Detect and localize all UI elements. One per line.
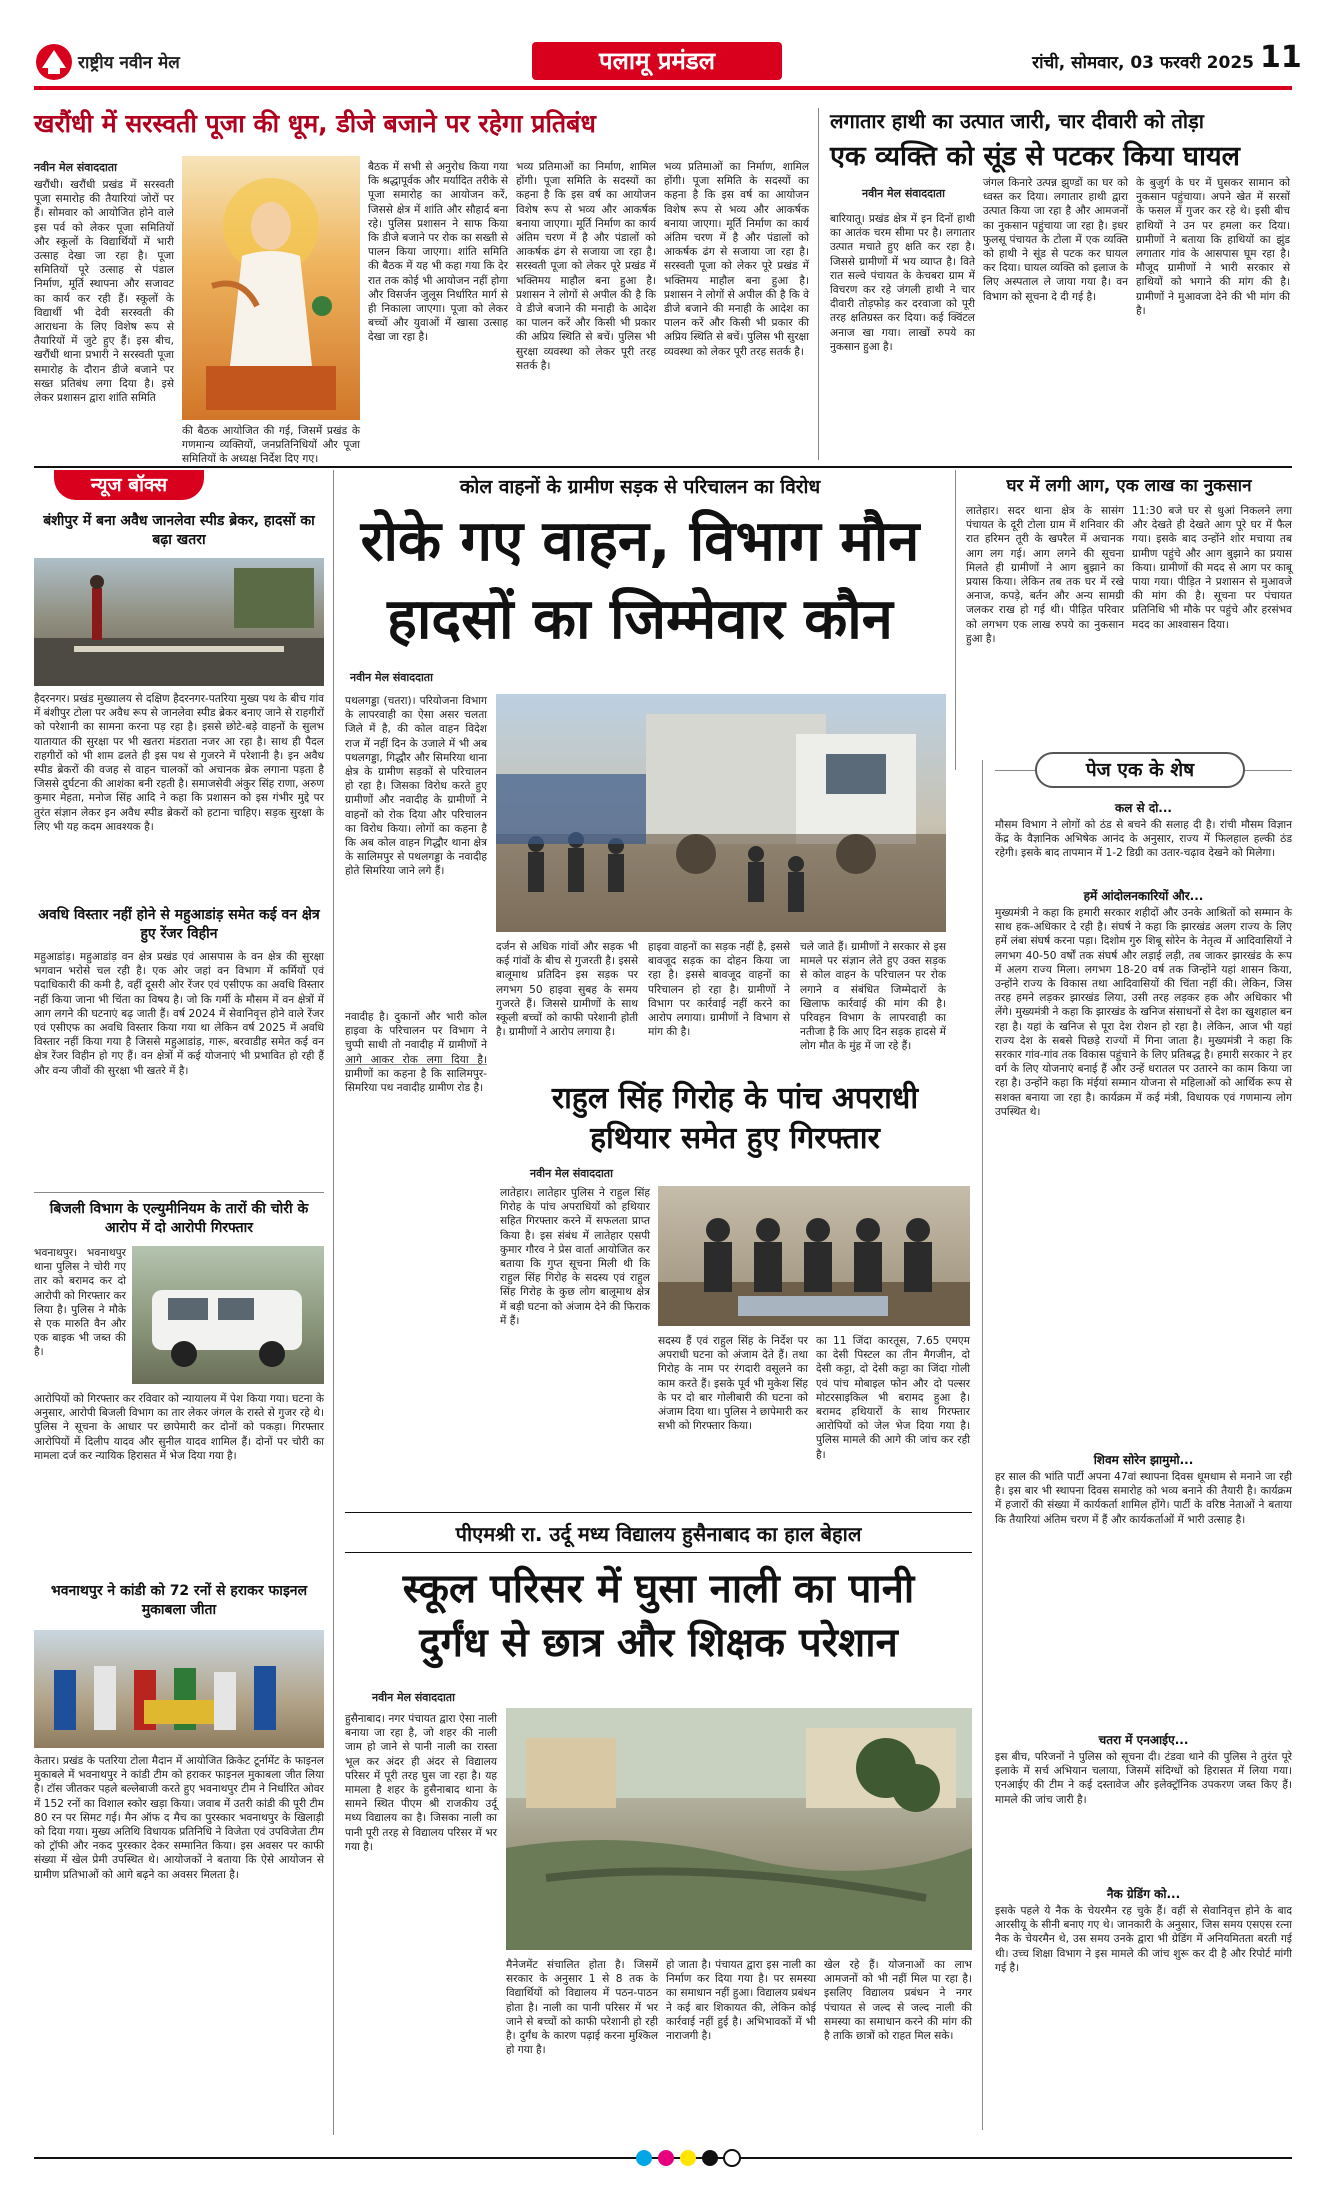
masthead-rule <box>34 86 1292 90</box>
rahul-byline: नवीन मेल संवाददाता <box>530 1167 613 1180</box>
newsbox-story1-text: हैदरनगर। प्रखंड मुख्यालय से दक्षिण हैदरनगर-पतरिया मुख्य पथ के बीच गांव में बंशीपुर टोला पर अवैध रूप से जानलेवा स्पीड ब्रेकर बनाए जाने से राहगीरों को परेशानी का सामना करना पड़ रहा है। इससे छोटे-बड़े वाहनों के सुलभ यातायात की सुरक्षा पर भी खतरा मंडराता नजर आ रहा है। साथ ही पैदल राहगीरों को भी शाम ढलते ही इस पथ से गुजरने में परेशानी है। इन अवैध स्पीड ब्रेकरों की वजह से वाहन चालकों को अचानक ब्रेक लगाना पड़ता है जिससे दुर्घटना की आशंका बनी रहती है। समाजसेवी अंकुर सिंह राणा, अरुण कुमार मेहता, मनोज सिंह आदि ने कहा कि प्रशासन को इस गंभीर मुद्दे पर तुरंत संज्ञान लेकर इन अवैध स्पीड ब्रेकरों को हटाना चाहिए। सड़क सुरक्षा के लिए भी यह कदम आवश्यक है। <box>34 693 324 833</box>
column-divider <box>818 108 819 460</box>
elephant-kicker: लगातार हाथी का उत्पात जारी, चार दीवारी को तोड़ा <box>830 109 1204 133</box>
coal-kicker-box <box>345 470 935 504</box>
coal-byline: नवीन मेल संवाददाता <box>350 671 433 684</box>
fire-col1: लातेहार। सदर थाना क्षेत्र के सासंग पंचायत के दूरी टोला ग्राम में शनिवार की रात हरिमन तूरी के खपरैल में अचानक आग लग गई। आग लगने की सूचना मिलते ही ग्रामीणों ने आग बुझाने का प्रयास किया। लेकिन तब तक घर में रखे अनाज, कपड़े, बर्तन और अन्य सामग्री जलकर राख हो गई थी। पीड़ित परिवार को लगभग एक लाख रुपये का नुकसान हुआ है। <box>966 505 1124 645</box>
masthead <box>34 38 1302 90</box>
page-number: 11 <box>1260 40 1302 75</box>
sesh-s3-text: हर साल की भांति पार्टी अपना 47वां स्थापना दिवस धूमधाम से मनाने जा रही है। इस बार भी स्थापना दिवस समारोह को भव्य बनाने की तैयारी है। कार्यक्रम में हजारों की संख्या में कार्यकर्ता शामिल होंगे। पार्टी के वरिष्ठ नेताओं ने बताया कि तैयारियां अंतिम चरण में हैं और कार्यकर्ताओं में भारी उत्साह है। <box>995 1471 1292 1526</box>
kharaundhi-col2: की बैठक आयोजित की गई, जिसमें प्रखंड के गणमान्य व्यक्तियों, जनप्रतिनिधियों और पूजा समितियों के अध्यक्ष निर्देश दिए गए। <box>182 425 360 466</box>
sesh-title: पेज एक के शेष <box>1035 752 1245 788</box>
elephant-col2: जंगल किनारे उत्पन्न झुण्डों का घर को ध्वस्त कर दिया। लगातार हाथी द्वारा उत्पात किया जा रहा है और आमजनों का नुकसान पहुंचाया जा रहा है। इधर फुलसू पंचायत के टोला में एक व्यक्ति को हाथी ने सूंड से पटक कर घायल कर दिया। घायल व्यक्ति को इलाज के लिए अस्पताल ले जाया गया है। वन विभाग को सूचना दे दी गई है। <box>983 177 1128 303</box>
registration-marks <box>34 2148 1292 2168</box>
rahul-col1: लातेहार। लातेहार पुलिस ने राहुल सिंह गिरोह के पांच अपराधियों को हथियार सहित गिरफ्तार करने में सफलता प्राप्त किया है। इस संबंध में लातेहार एसपी कुमार गौरव ने प्रेस वार्ता आयोजित कर बताया कि गुप्त सूचना मिली थी कि राहुल सिंह गिरोह के सदस्य एवं राहुल सिंह गिरोह के कुछ लोग बालूमाथ क्षेत्र में बड़ी घटना को अंजाम देने की फिराक में हैं। <box>500 1187 650 1327</box>
column-divider <box>982 760 983 2130</box>
school-col2: मैनेजमेंट संचालित होता है। जिसमें सरकार के अनुसार 1 से 8 तक के विद्यार्थियों को विद्यालय में पठन-पाठन होता है। नाली का पानी परिसर में भर जाने से बच्चों को काफी परेशानी हो रही है। दुर्गंध के कारण पढ़ाई करना मुश्किल हो गया है। <box>506 1959 658 2057</box>
elephant-headline: एक व्यक्ति को सूंड से पटकर किया घायल <box>830 141 1240 172</box>
school-headline-2: दुर्गंध से छात्र और शिक्षक परेशान <box>419 1620 898 1666</box>
cricket-photo <box>34 1630 324 1748</box>
sesh-s1-head: कल से दो... <box>1115 801 1172 815</box>
rahul-headline-2: हथियार समेत हुए गिरफ्तार <box>590 1121 880 1156</box>
section-title: पलामू प्रमंडल <box>599 47 715 75</box>
sesh-s5-text: इसके पहले ये नैक के चेयरमैन रह चुके हैं। वहीं से सेवानिवृत्त होने के बाद आरसीयू के सीनी बनाए गए थे। जानकारी के अनुसार, जिस समय एसएस रत्ना नैक के चेयरमैन थे, उस समय उनके द्वारा भी ग्रेडिंग में अनियमितता बरती गई थी। उच्च शिक्षा विभाग ने इस मामले की जांच शुरू कर दी है और रिपोर्ट मांगी गई है। <box>995 1905 1292 1974</box>
newsbox-story3-text-a: भवनाथपुर। भवनाथपुर थाना पुलिस ने चोरी गए तार को बरामद कर दो आरोपी को गिरफ्तार कर लिया है। पुलिस ने मौके से एक मारुति वैन और एक बाइक भी जब्त की है। <box>34 1247 126 1359</box>
sesh-s2-text: मुख्यमंत्री ने कहा कि हमारी सरकार शहीदों और उनके आश्रितों को सम्मान के साथ हक-अधिकार दे रही है। संघर्ष ने कहा कि झारखंड अलग राज्य के लिए हमें लंबा संघर्ष करना पड़ा। दिशोम गुरु शिबू सोरेन के नेतृत्व में आदिवासियों ने लगभग 40-50 वर्षों तक संघर्ष और लड़ाई लड़ी, तब जाकर झारखंड के रूप में अलग राज्य मिला। लगभग 18-20 वर्ष तक जिन्होंने यहां शासन किया, उन्होंने राज्य के विकास तथा आदिवासियों की चिंता नहीं की। लेकिन, जिस तरह हमने लड़कर झारखंड लिया, उसी तरह लड़कर हक और अधिकार भी लेंगे। मुख्यमंत्री ने कहा कि झारखंड के खनिज संसाधनों से देश का खुशहाल बन रहा है। यहां के खनिज से पूरा देश रोशन हो रहा है। लेकिन, आज भी यहां राज्य देश के सबसे पिछड़े राज्यों में गिना जाता है। मुख्यमंत्री ने कहा कि सरकार गांव-गांव तक विकास पहुंचाने के लिए प्रतिबद्ध है। हमारी सरकार ने हर वर्ग के लिए योजनाएं बनाई हैं और उन्हें धरातल पर उतारने का काम किया जा रहा है। उन्होंने कहा कि मंईयां सम्मान योजना से महिलाओं को आर्थिक रूप से सशक्त बनाया जा रहा है। कार्यक्रम में कई मंत्री, विधायक एवं गणमान्य लोग उपस्थित थे। <box>995 907 1292 1118</box>
sesh-s4-text: इस बीच, परिजनों ने पुलिस को सूचना दी। टंडवा थाने की पुलिस ने तुरंत पूरे इलाके में सर्च अभियान चलाया, जिसमें संदिग्धों को हिरासत में लिया गया। एनआईए की टीम ने कई दस्तावेज और इलेक्ट्रॉनिक उपकरण जब्त किए हैं। मामले की जांच जारी है। <box>995 1751 1292 1806</box>
coal-col3: दर्जन से अधिक गांवों और सड़क भी कई गांवों के बीच से गुजरती है। इससे बालूमाथ प्रतिदिन इस सड़क पर लगभग 50 हाइवा सुबह के समय गुजरते हैं। जिससे ग्रामीणों के साथ स्कूली बच्चों को काफी परेशानी होती है। ग्रामीणों ने आरोप लगाया है। <box>496 941 638 1039</box>
coal-col4: हाइवा वाहनों का सड़क नहीं है, इससे बावजूद सड़क का दोहन किया जा रहा है। इससे बावजूद वाहनों का परिचालन हो रहा है। ग्रामीणों ने विभाग पर कार्रवाई नहीं करने का आरोप लगाया। ग्रामीणों ने विभाग से मांग की है। <box>648 941 790 1039</box>
newsbox-story3-headline: बिजली विभाग के एल्युमीनियम के तारों की चोरी के आरोप में दो आरोपी गिरफ्तार <box>49 1201 309 1236</box>
coal-headline-1: रोके गए वाहन, विभाग मौन <box>360 509 920 574</box>
sesh-s2-head: हमें आंदोलनकारियों और... <box>1083 889 1204 903</box>
kharaundhi-col4: भव्य प्रतिमाओं का निर्माण, शामिल होंगी। पूजा समिति के सदस्यों का कहना है कि इस वर्ष का आयोजन विशेष रूप से भव्य और आकर्षक बनाया जाएगा। मूर्ति निर्माण का कार्य अंतिम चरण में है और पंडालों को आकर्षक ढंग से सजाया जा रहा है। सरस्वती पूजा को लेकर पूरे प्रखंड में भक्तिमय माहौल बना हुआ है। प्रशासन ने लोगों से अपील की है कि वे डीजे बजाने की मनाही के आदेश का पालन करें और किसी भी प्रकार की अप्रिय स्थिति से बचें। पुलिस भी सुरक्षा व्यवस्था को लेकर पूरी तरह सतर्क है। <box>516 161 656 372</box>
newsbox-title: न्यूज बॉक्स <box>54 470 204 500</box>
section-rule <box>345 1512 972 1513</box>
rahul-col3: का 11 जिंदा कारतूस, 7.65 एमएम का देसी पिस्टल का तीन मैगजीन, दो देसी कट्टा, दो देसी कट्टा का जिंदा गोली एवं पांच मोबाइल फोन और दो पल्सर मोटरसाइकिल भी बरामद हुआ है। बरामद हथियारों के साथ गिरफ्तार आरोपियों को जेल भेज दिया गया है। पुलिस मामले की आगे की जांच कर रही है। <box>816 1335 970 1461</box>
newsbox-story2-text: महुआडांड़। महुआडांड़ वन क्षेत्र प्रखंड एवं आसपास के वन क्षेत्र की सुरक्षा भगवान भरोसे चल रही है। एक ओर जहां वन विभाग में कर्मियों एवं पदाधिकारी की कमी है, वहीं दूसरी ओर रेंजर एवं एसीएफ का अवधि विस्तार नहीं किया जाना भी चिंता का विषय है। जो कि गर्मी के मौसम में वन क्षेत्रों में आग लगने की घटनाएं बढ़ जाती हैं। वर्ष 2024 में सेवानिवृत्त होने वाले रेंजर एवं एसीएफ का अवधि विस्तार किया गया था लेकिन वर्ष 2025 में अवधि विस्तार नहीं किया गया है जिससे महुआडांड़, गारू, बरवाडीह समेत कई वन क्षेत्र रेंजर विहीन हो गए हैं। वन क्षेत्रों में कई योजनाएं भी प्रभावित हो रही हैं और वन्य जीवों की सुरक्षा भी खतरे में है। <box>34 951 324 1077</box>
school-col1: हुसैनाबाद। नगर पंचायत द्वारा ऐसा नाली बनाया जा रहा है, जो शहर की नाली जाम हो जाने से पानी नाली का रास्ता भूल कर अंदर ही अंदर से विद्यालय परिसर में पूरी तरह घुस जा रहा है। यह मामला है शहर के हुसैनाबाद थाना के सामने स्थित पीएम श्री राजकीय उर्दू मध्य विद्यालय का है। जिसका नाली का पानी पूरी तरह से विद्यालय परिसर में भर गया है। <box>345 1713 497 1853</box>
column-divider <box>955 470 956 770</box>
color-swatch-icon <box>634 2148 744 2168</box>
elephant-col1: बारियातू। प्रखंड क्षेत्र में इन दिनों हाथी का आतंक चरम सीमा पर है। लगातार उत्पात मचाते हुए क्षति कर रहा है। जिससे ग्रामीणों में भय व्याप्त है। विते रात सल्वे पंचायत के केचबरा ग्राम में विचरण कर रहे जंगली हाथी ने चार दीवारी तोड़फोड़ कर दरवाजा को पूरी तरह क्षतिग्रस्त कर दिया। कई क्विंटल अनाज खा गया। लाखों रुपये का नुकसान हुआ है। <box>830 213 975 353</box>
section-banner <box>532 42 782 80</box>
dateline: रांची, सोमवार, 03 फरवरी 2025 <box>1032 53 1254 73</box>
rahul-headline-1: राहुल सिंह गिरोह के पांच अपराधी <box>551 1081 919 1116</box>
newsbox-story4-text: केतार। प्रखंड के पतरिया टोला मैदान में आयोजित क्रिकेट टूर्नामेंट के फाइनल मुकाबले में भवनाथपुर ने कांडी टीम को हराकर फाइनल मुकाबला जीत लिया है। टॉस जीतकर पहले बल्लेबाजी करते हुए भवनाथपुर टीम ने निर्धारित ओवर में 152 रनों का विशाल स्कोर खड़ा किया। जवाब में उतरी कांडी की पूरी टीम 80 रन पर सिमट गई। मैन ऑफ द मैच का पुरस्कार भवनाथपुर के खिलाड़ी को दिया गया। मुख्य अतिथि विधायक प्रतिनिधि ने विजेता एवं उपविजेता टीम को ट्रॉफी और नकद पुरस्कार देकर सम्मानित किया। इस अवसर पर काफी संख्या में खेल प्रेमी उपस्थित थे। आयोजकों ने बताया कि ऐसे आयोजन से ग्रामीण प्रतिभाओं को आगे बढ़ने का अवसर मिलता है। <box>34 1755 324 1881</box>
newsbox-story4-headline: भवनाथपुर ने कांडी को 72 रनों से हराकर फाइनल मुकाबला जीता <box>50 1583 308 1618</box>
coal-kicker: कोल वाहनों के ग्रामीण सड़क से परिचालन का विरोध <box>459 476 821 498</box>
school-col3: हो जाता है। पंचायत द्वारा इस नाली का निर्माण कर दिया गया है। पर समस्या का समाधान नहीं हुआ। विद्यालय प्रबंधन ने कई बार शिकायत की, लेकिन कोई कार्रवाई नहीं हुई है। अभिभावकों में भी नाराजगी है। <box>666 1959 816 2043</box>
coal-col5: चले जाते हैं। ग्रामीणों ने सरकार से इस मामले पर संज्ञान लेते हुए उक्त सड़क से कोल वाहन के परिचालन पर रोक लगाने व संबंधित जिम्मेदारों के खिलाफ कार्रवाई की मांग की है। परिवहन विभाग के लापरवाही का नतीजा है कि आए दिन सड़क हादसे में लोग मौत के मुंह में जा रहे हैं। <box>800 941 946 1053</box>
newsbox-divider <box>34 1192 324 1193</box>
coal-truck-photo <box>496 694 946 932</box>
school-headline-1: स्कूल परिसर में घुसा नाली का पानी <box>402 1566 915 1612</box>
newsbox-story2-headline: अवधि विस्तार नहीं होने से महुआडांड़ समेत कई वन क्षेत्र हुए रेंजर विहीन <box>38 907 320 942</box>
section-rule <box>34 466 1292 468</box>
kharaundhi-col3: बैठक में सभी से अनुरोध किया गया कि श्रद्धापूर्वक और मर्यादित तरीके से पूजा समारोह का आयोजन करें, जिससे क्षेत्र में शांति और सौहार्द बना रहे। पुलिस प्रशासन ने साफ किया कि डीजे बजाने पर रोक का सख्ती से पालन किया जाएगा। शांति समिति की बैठक में यह भी कहा गया कि देर रात तक कोई भी आयोजन नहीं होगा और विसर्जन जुलूस निर्धारित मार्ग से ही निकाला जाएगा। पूजा को लेकर बच्चों और युवाओं में खासा उत्साह देखा जा रहा है। <box>368 161 508 344</box>
rahul-col2: सदस्य हैं एवं राहुल सिंह के निर्देश पर अपराधी घटना को अंजाम देते हैं। तथा गिरोह के नाम पर रंगदारी वसूलने का काम करते हैं। इसके पूर्व भी मुकेश सिंह के पर दो बार गोलीबारी की घटना को अंजाम दिया था। पुलिस ने छापेमारी कर सभी को गिरफ्तार किया। <box>658 1335 808 1433</box>
speedbreaker-photo <box>34 558 324 686</box>
arrest-photo <box>658 1186 970 1326</box>
newsbox <box>34 470 334 2135</box>
school-col4: खेल रहे हैं। योजनाओं का लाभ आमजनों को भी नहीं मिल पा रहा है। इसलिए विद्यालय प्रबंधन ने नगर पंचायत से जल्द से जल्द नाली की समस्या का समाधान करने की मांग की है ताकि छात्रों को राहत मिल सके। <box>824 1959 972 2043</box>
brand-name: राष्ट्रीय नवीन मेल <box>78 53 180 73</box>
sesh-s4-head: चतरा में एनआईए... <box>1098 1733 1189 1747</box>
school-kicker: पीएमश्री रा. उर्दू मध्य विद्यालय हुसैनाबाद का हाल बेहाल <box>455 1522 862 1546</box>
kharaundhi-col5: भव्य प्रतिमाओं का निर्माण, शामिल होंगी। पूजा समिति के सदस्यों का कहना है कि इस वर्ष का आयोजन विशेष रूप से भव्य और आकर्षक बनाया जाएगा। मूर्ति निर्माण का कार्य अंतिम चरण में है और पंडालों को आकर्षक ढंग से सजाया जा रहा है। सरस्वती पूजा को लेकर पूरे प्रखंड में भक्तिमय माहौल बना हुआ है। प्रशासन ने लोगों से अपील की है कि वे डीजे बजाने की मनाही के आदेश का पालन करें और किसी भी प्रकार की अप्रिय स्थिति से बचें। पुलिस भी सुरक्षा व्यवस्था को लेकर पूरी तरह सतर्क है। <box>664 161 809 358</box>
elephant-byline: नवीन मेल संवाददाता <box>862 187 945 200</box>
fire-headline: घर में लगी आग, एक लाख का नुकसान <box>1006 476 1252 496</box>
saraswati-photo <box>182 156 360 420</box>
elephant-col3: के बुजुर्ग के घर में घुसकर सामान को नुकसान पहुंचाया। अपने खेत में सरसों के फसल में गुजर कर रहे थे। इसी बीच हाथियों ने उन पर हमला कर दिया। ग्रामीणों ने बताया कि हाथियों का झुंड लगातार गांव के आसपास घूम रहा है। मौजूद ग्रामीणों ने भारी सरकार से हाथियों को भगाने की मांग की है। ग्रामीणों ने मुआवजा देने की भी मांग की है। <box>1136 177 1290 317</box>
sesh-s3-head: शिवम सोरेन झामुमो... <box>1093 1453 1194 1467</box>
sesh-s5-head: नैक ग्रेडिंग को... <box>1106 1887 1181 1901</box>
coal-col2: नवादीह है। दुकानों और भारी कोल हाइवा के परिचालन पर विभाग ने चुप्पी साधी तो नवादीह में ग्रामीणों ने आगे आकर रोक लगा दिया है। ग्रामीणों का कहना है कि सालिमपुर-सिमरिया पथ नवादीह ग्रामीण रोड है। <box>345 1011 487 1095</box>
section-rule <box>345 1552 972 1553</box>
fire-col2: 11:30 बजे घर से धुआं निकलने लगा और देखते ही देखते आग पूरे घर में फैल गया। इसके बाद उन्होंने शोर मचाया तब ग्रामीण पहुंचे और आग बुझाने का प्रयास किया। ग्रामीणों की मदद से आग पर काबू पाया गया। पीड़ित ने प्रशासन से मुआवजे की मांग की है। सूचना पर पंचायत प्रतिनिधि भी मौके पर पहुंचे और हरसंभव मदद का आश्वासन दिया। <box>1132 505 1292 631</box>
coal-headline-2: हादसों का जिम्मेवार कौन <box>387 587 893 652</box>
drain-photo <box>506 1708 972 1950</box>
newsbox-story3-text-b: आरोपियों को गिरफ्तार कर रविवार को न्यायालय में पेश किया गया। घटना के अनुसार, आरोपी बिजली विभाग का तार लेकर जंगल के रास्ते से गुजर रहे थे। पुलिस ने सूचना के आधार पर छापेमारी कर दोनों को पकड़ा। गिरफ्तार आरोपियों में दिलीप यादव और सुनील यादव शामिल हैं। दोनों पर चोरी का मामला दर्ज कर न्यायिक हिरासत में भेज दिया गया है। <box>34 1393 324 1462</box>
kharaundhi-col1: खरौंधी। खरौंधी प्रखंड में सरस्वती पूजा समारोह की तैयारियां जोरों पर हैं। सोमवार को आयोजित होने वाले इस पर्व को लेकर पूजा समितियों और स्कूलों के विद्यार्थियों में भारी उत्साह देखा जा रहा है। पूजा समितियों पूरे उत्साह से पंडाल निर्माण, मूर्ति स्थापना और सजावट का कार्य कर रही हैं। स्कूलों के विद्यार्थी भी देवी सरस्वती की आराधना के लिए विशेष रूप से तैयारियों में जुटे हुए हैं। इस बीच, खरौंधी थाना प्रभारी ने सरस्वती पूजा समारोह के दौरान डीजे बजाने पर सख्त प्रतिबंध लगा दिया है। इसे लेकर प्रशासन द्वारा शांति समिति <box>34 179 174 405</box>
newsbox-story1-headline: बंशीपुर में बना अवैध जानलेवा स्पीड ब्रेकर, हादसों का बढ़ा खतरा <box>43 513 315 548</box>
school-byline: नवीन मेल संवाददाता <box>372 1691 455 1704</box>
sesh-column <box>995 752 1292 2132</box>
kharaundhi-byline: नवीन मेल संवाददाता <box>34 161 117 174</box>
van-photo <box>132 1246 324 1384</box>
sesh-s1-text: मौसम विभाग ने लोगों को ठंड से बचने की सलाह दी है। रांची मौसम विज्ञान केंद्र के वैज्ञानिक अभिषेक आनंद के अनुसार, राज्य में फिलहाल हल्की ठंड रहेगी। इसके बाद तापमान में 1-2 डिग्री का उतार-चढ़ाव देखने को मिलेगा। <box>995 819 1292 860</box>
kharaundhi-headline: खरौंधी में सरस्वती पूजा की धूम, डीजे बजाने पर रहेगा प्रतिबंध <box>34 109 596 138</box>
coal-col1: पथलगड्डा (चतरा)। परियोजना विभाग के लापरवाही का ऐसा असर चलता जिले में है, की कोल वाहन विदेश राज में नहीं दिन के उजाले में भी अब पथलगड्डा, गिद्धौर और सिमरिया थाना क्षेत्र के ग्रामीण सड़कों से परिचालन हो रहा है। जिसका विरोध करते हुए ग्रामीणों और नवादीह के ग्रामीणों ने वाहनों को रोक दिया और परिचालन का विरोध किया। लोगों का कहना है कि अब कोल वाहन गिद्धौर थाना क्षेत्र के सालिमपुर से पथलगड्डा के नवादीह होते सिमरिया जाने लगे हैं। <box>345 695 487 878</box>
brand-logo <box>34 42 74 82</box>
